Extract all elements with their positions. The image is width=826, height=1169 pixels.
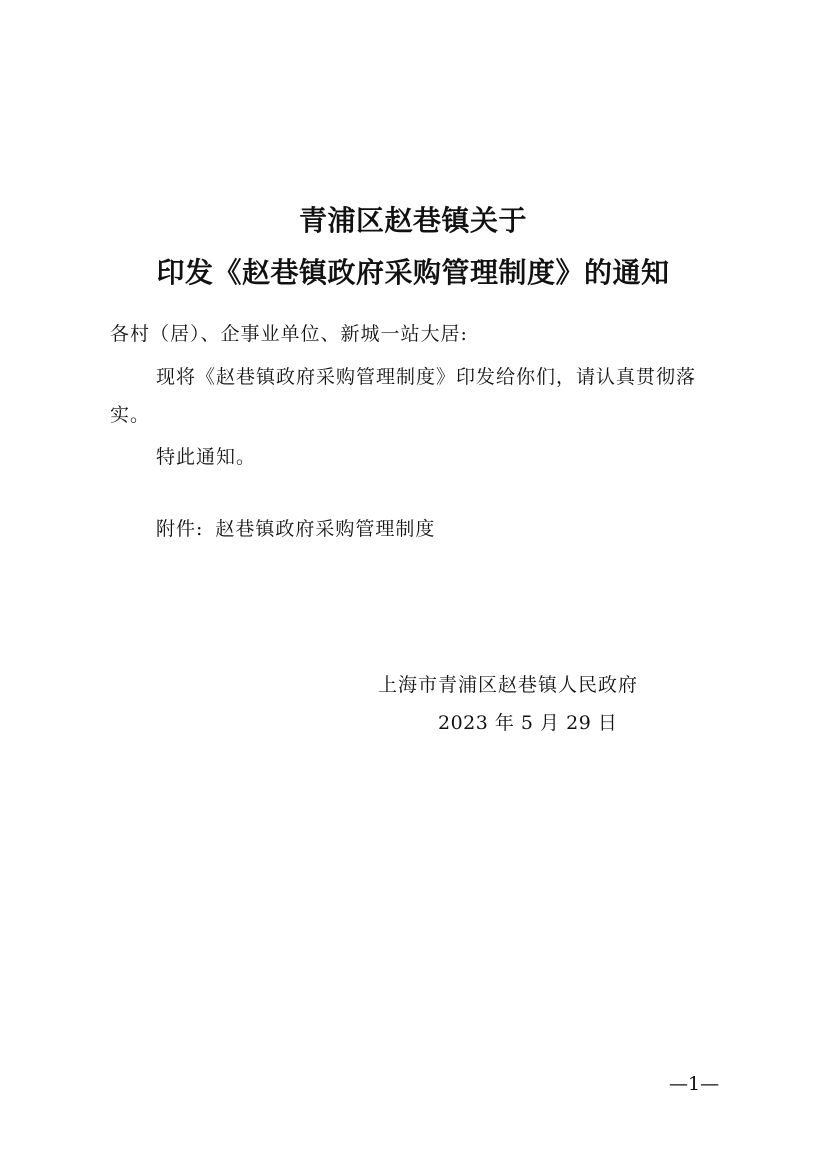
attachment-label: 附件: xyxy=(156,518,204,540)
signature-organization: 上海市青浦区赵巷镇人民政府 xyxy=(378,674,639,696)
salutation: 各村（居）、企事业单位、新城一站大居: xyxy=(110,323,468,345)
body-paragraph-notice: 现将《赵巷镇政府采购管理制度》印发给你们，请认真贯彻落实。 xyxy=(110,366,697,426)
title-line-2: 印发《赵巷镇政府采购管理制度》的通知 xyxy=(156,256,670,289)
attachment-line xyxy=(156,515,435,543)
body-paragraph-closing: 特此通知。 xyxy=(156,446,257,468)
signature-date: 2023 年 5 月 29 日 xyxy=(438,712,618,734)
attachment-name: 赵巷镇政府采购管理制度 xyxy=(215,518,436,540)
page-number: —1— xyxy=(669,1073,720,1095)
document-title xyxy=(0,195,826,299)
title-line-1: 青浦区赵巷镇关于 xyxy=(298,204,527,237)
